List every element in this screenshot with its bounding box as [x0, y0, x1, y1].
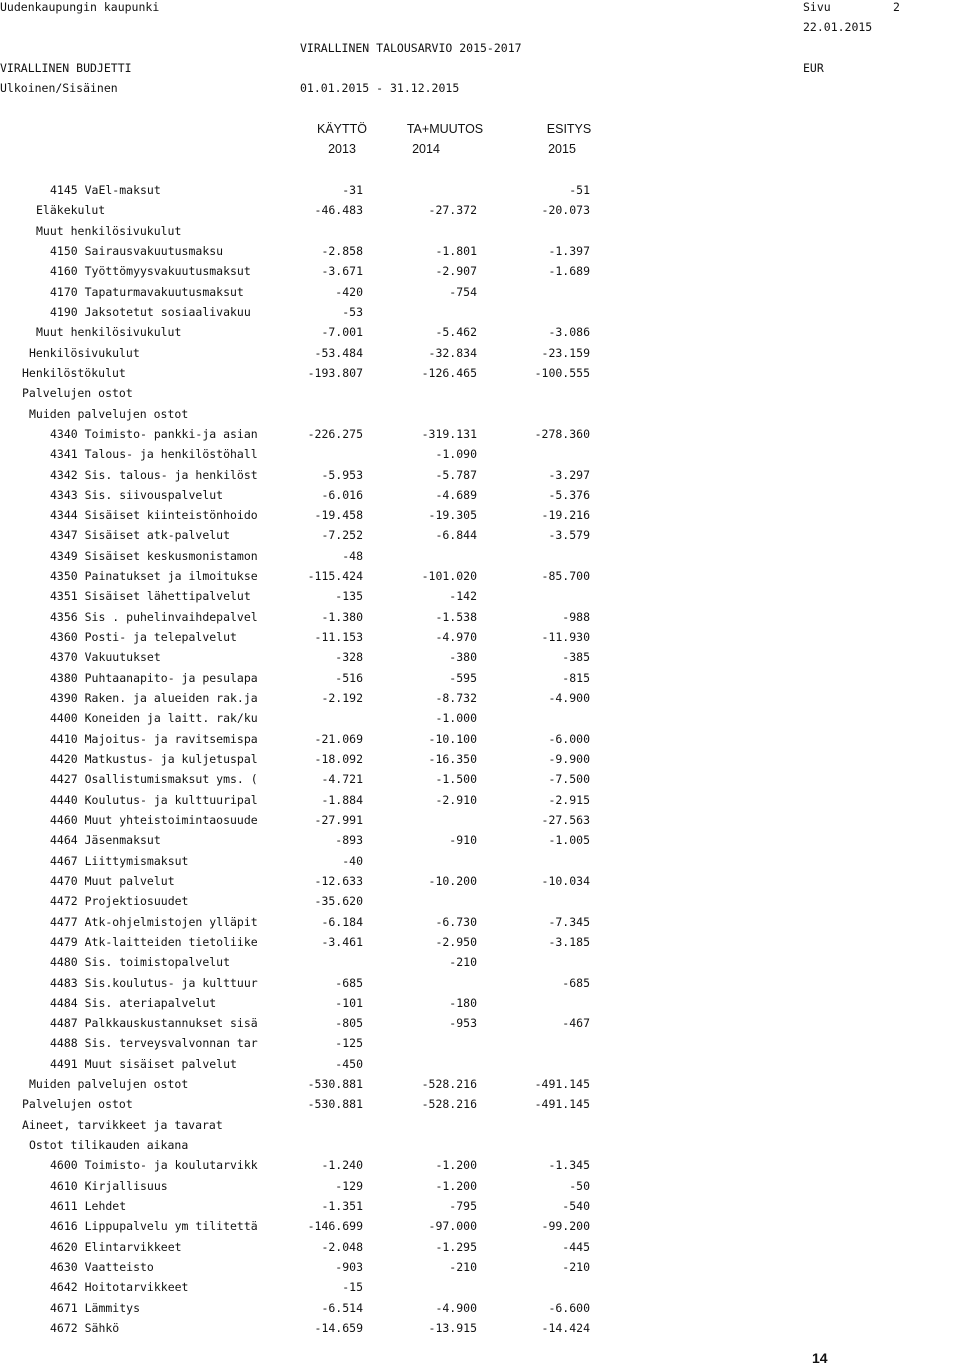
table-row — [0, 793, 960, 813]
row-value-col2: -5.787 — [435, 467, 477, 482]
table-row — [0, 549, 960, 569]
row-value-col1: -2.858 — [321, 244, 363, 258]
row-label: 4480 Sis. toimistopalvelut — [50, 955, 231, 970]
row-value-col2: -126.465 — [421, 365, 477, 380]
row-label: 4440 Koulutus- ja kulttuuripal — [50, 792, 258, 807]
row-label: 4491 Muut sisäiset palvelut — [50, 1056, 237, 1071]
table-row — [0, 183, 960, 203]
row-value-col2: -4.900 — [435, 1300, 477, 1315]
row-value-col3: -51 — [569, 183, 590, 197]
row-value-col2: -6.730 — [435, 914, 477, 929]
row-value-col2: -754 — [449, 284, 477, 299]
row-label: Muut henkilösivukulut — [36, 223, 182, 238]
row-value-col1: -7.001 — [321, 325, 363, 340]
row-value-col1: -6.184 — [321, 914, 363, 929]
row-value-col1: -27.991 — [314, 812, 363, 827]
currency: EUR — [803, 61, 824, 75]
row-label: 4190 Jaksotetut sosiaalivakuu — [50, 304, 251, 319]
table-row — [0, 305, 960, 325]
table-row — [0, 854, 960, 874]
table-row — [0, 1097, 960, 1117]
table-row — [0, 711, 960, 731]
row-label: 4600 Toimisto- ja koulutarvikk — [50, 1158, 258, 1173]
table-row — [0, 813, 960, 833]
row-label: 4427 Osallistumismaksut yms. ( — [50, 772, 258, 787]
row-label: 4460 Muut yhteistoimintaosuude — [50, 812, 258, 827]
row-value-col1: -3.671 — [321, 264, 363, 279]
col-head-ta-muutos: TA+MUUTOS — [406, 122, 484, 136]
row-value-col1: -31 — [342, 183, 363, 197]
row-value-col1: -135 — [335, 589, 363, 604]
row-value-col3: -445 — [562, 1239, 590, 1254]
scope: Ulkoinen/Sisäinen — [0, 81, 118, 95]
row-value-col1: -14.659 — [314, 1320, 363, 1335]
table-row — [0, 508, 960, 528]
table-row — [0, 732, 960, 752]
report-title: VIRALLINEN TALOUSARVIO 2015-2017 — [300, 41, 522, 55]
table-row — [0, 1158, 960, 1178]
table-row — [0, 772, 960, 792]
row-value-col2: -1.200 — [435, 1178, 477, 1193]
table-row — [0, 955, 960, 975]
row-label: 4671 Lämmitys — [50, 1300, 141, 1315]
period: 01.01.2015 - 31.12.2015 — [300, 81, 460, 95]
row-label: Ostot tilikauden aikana — [29, 1138, 189, 1152]
row-value-col3: -491.145 — [534, 1077, 590, 1092]
row-value-col1: -125 — [335, 1036, 363, 1051]
table-row — [0, 671, 960, 691]
row-value-col1: -685 — [335, 975, 363, 990]
row-value-col1: -328 — [335, 650, 363, 665]
report-date: 22.01.2015 — [803, 20, 873, 34]
row-value-col1: -12.633 — [314, 873, 363, 888]
row-value-col2: -97.000 — [428, 1219, 477, 1234]
table-row — [0, 915, 960, 935]
row-value-col2: -795 — [449, 1199, 477, 1213]
row-label: 4351 Sisäiset lähettipalvelut — [50, 589, 251, 604]
row-label: Muiden palvelujen ostot — [29, 1077, 189, 1092]
row-label: 4145 VaEl-maksut — [50, 183, 161, 197]
row-label: 4484 Sis. ateriapalvelut — [50, 995, 217, 1010]
row-value-col2: -210 — [449, 955, 477, 970]
table-row — [0, 386, 960, 406]
row-value-col3: -540 — [562, 1199, 590, 1213]
row-value-col1: -101 — [335, 995, 363, 1010]
table-row — [0, 1077, 960, 1097]
row-value-col1: -35.620 — [314, 894, 363, 909]
row-value-col1: -2.192 — [321, 691, 363, 705]
table-row — [0, 427, 960, 447]
row-value-col3: -100.555 — [534, 365, 590, 380]
table-row — [0, 1179, 960, 1199]
row-label: 4343 Sis. siivouspalvelut — [50, 487, 224, 502]
row-value-col3: -50 — [569, 1178, 590, 1193]
row-value-col3: -7.500 — [548, 772, 590, 787]
table-row — [0, 1016, 960, 1036]
table-row — [0, 630, 960, 650]
row-value-col3: -385 — [562, 650, 590, 665]
row-label: 4611 Lehdet — [50, 1199, 127, 1213]
row-value-col2: -319.131 — [421, 426, 477, 441]
row-value-col2: -910 — [449, 833, 477, 848]
row-label: 4464 Jäsenmaksut — [50, 833, 161, 848]
row-value-col1: -18.092 — [314, 752, 363, 766]
col-year-2013: 2013 — [328, 142, 356, 156]
page-label: Sivu — [803, 0, 831, 14]
row-value-col3: -2.915 — [548, 792, 590, 807]
row-value-col3: -14.424 — [541, 1320, 590, 1335]
table-row — [0, 224, 960, 244]
row-label: Palvelujen ostot — [22, 1097, 133, 1112]
table-row — [0, 447, 960, 467]
row-label: 4390 Raken. ja alueiden rak.ja — [50, 691, 258, 705]
row-value-col2: -1.538 — [435, 609, 477, 624]
row-value-col1: -1.884 — [321, 792, 363, 807]
row-value-col3: -27.563 — [541, 812, 590, 827]
row-value-col2: -10.100 — [428, 731, 477, 746]
table-row — [0, 203, 960, 223]
row-label: 4360 Posti- ja telepalvelut — [50, 630, 237, 644]
row-label: 4380 Puhtaanapito- ja pesulapa — [50, 670, 258, 685]
row-value-col1: -46.483 — [314, 203, 363, 218]
row-value-col3: -278.360 — [534, 426, 590, 441]
table-row — [0, 996, 960, 1016]
col-head-kaytto: KÄYTTÖ — [316, 122, 367, 136]
row-value-col3: -6.600 — [548, 1300, 590, 1315]
row-value-col3: -3.297 — [548, 467, 590, 482]
row-value-col3: -491.145 — [534, 1097, 590, 1112]
table-row — [0, 610, 960, 630]
table-row — [0, 528, 960, 548]
row-label: 4488 Sis. terveysvalvonnan tar — [50, 1036, 258, 1051]
table-row — [0, 264, 960, 284]
table-row — [0, 468, 960, 488]
table-row — [0, 1240, 960, 1260]
row-value-col3: -19.216 — [541, 508, 590, 523]
row-value-col2: -1.090 — [435, 447, 477, 462]
row-label: 4472 Projektiosuudet — [50, 894, 189, 909]
row-value-col3: -11.930 — [541, 630, 590, 644]
row-value-col2: -953 — [449, 1016, 477, 1031]
table-row — [0, 874, 960, 894]
row-label: 4630 Vaatteisto — [50, 1260, 154, 1274]
row-label: Eläkekulut — [36, 203, 106, 218]
table-row — [0, 1199, 960, 1219]
table-row — [0, 691, 960, 711]
col-year-2015: 2015 — [548, 142, 576, 156]
row-value-col2: -1.200 — [435, 1158, 477, 1173]
row-label: 4344 Sisäiset kiinteistönhoido — [50, 508, 258, 523]
table-row — [0, 752, 960, 772]
row-value-col2: -10.200 — [428, 873, 477, 888]
row-value-col1: -805 — [335, 1016, 363, 1031]
row-label: 4370 Vakuutukset — [50, 650, 161, 665]
row-value-col1: -2.048 — [321, 1239, 363, 1254]
row-value-col1: -53.484 — [314, 345, 363, 360]
row-label: 4477 Atk-ohjelmistojen ylläpit — [50, 914, 258, 929]
row-value-col3: -1.345 — [548, 1158, 590, 1173]
row-value-col3: -23.159 — [541, 345, 590, 360]
row-value-col1: -40 — [342, 853, 363, 868]
row-label: 4620 Elintarvikkeet — [50, 1239, 182, 1254]
row-label: 4487 Palkkauskustannukset sisä — [50, 1016, 258, 1031]
row-value-col3: -3.086 — [548, 325, 590, 340]
row-value-col2: -1.801 — [435, 244, 477, 258]
table-row — [0, 244, 960, 264]
row-value-col3: -3.185 — [548, 934, 590, 949]
row-value-col3: -4.900 — [548, 691, 590, 705]
page-no: 2 — [893, 0, 900, 14]
row-label: Palvelujen ostot — [22, 386, 133, 401]
table-row — [0, 488, 960, 508]
row-label: 4160 Työttömyysvakuutusmaksut — [50, 264, 251, 279]
row-value-col2: -210 — [449, 1260, 477, 1274]
row-value-col2: -528.216 — [421, 1097, 477, 1112]
row-value-col2: -4.689 — [435, 487, 477, 502]
row-value-col3: -988 — [562, 609, 590, 624]
col-year-2014: 2014 — [412, 142, 440, 156]
table-row — [0, 833, 960, 853]
row-label: 4616 Lippupalvelu ym tilitettä — [50, 1219, 258, 1234]
row-label: 4479 Atk-laitteiden tietoliike — [50, 934, 258, 949]
row-value-col1: -530.881 — [307, 1077, 363, 1092]
row-value-col1: -146.699 — [307, 1219, 363, 1234]
row-value-col2: -13.915 — [428, 1320, 477, 1335]
table-row — [0, 1280, 960, 1300]
row-value-col1: -53 — [342, 304, 363, 319]
row-value-col2: -4.970 — [435, 630, 477, 644]
table-row — [0, 366, 960, 386]
row-value-col2: -528.216 — [421, 1077, 477, 1092]
row-value-col2: -19.305 — [428, 508, 477, 523]
row-label: Henkilöstökulut — [22, 365, 126, 380]
table-row — [0, 1301, 960, 1321]
row-label: 4347 Sisäiset atk-palvelut — [50, 528, 231, 543]
row-label: 4342 Sis. talous- ja henkilöst — [50, 467, 258, 482]
row-value-col2: -1.295 — [435, 1239, 477, 1254]
row-value-col2: -595 — [449, 670, 477, 685]
row-value-col2: -2.907 — [435, 264, 477, 279]
row-value-col1: -7.252 — [321, 528, 363, 543]
row-label: 4150 Sairausvakuutusmaksu — [50, 244, 224, 258]
row-value-col1: -21.069 — [314, 731, 363, 746]
row-value-col1: -4.721 — [321, 772, 363, 787]
row-value-col2: -142 — [449, 589, 477, 604]
row-value-col2: -16.350 — [428, 752, 477, 766]
row-value-col1: -48 — [342, 548, 363, 563]
table-row — [0, 346, 960, 366]
row-value-col1: -19.458 — [314, 508, 363, 523]
row-label: 4483 Sis.koulutus- ja kulttuur — [50, 975, 258, 990]
row-value-col3: -20.073 — [541, 203, 590, 218]
row-value-col1: -226.275 — [307, 426, 363, 441]
row-value-col1: -1.240 — [321, 1158, 363, 1173]
table-row — [0, 1260, 960, 1280]
row-value-col3: -10.034 — [541, 873, 590, 888]
row-value-col2: -180 — [449, 995, 477, 1010]
row-value-col3: -5.376 — [548, 487, 590, 502]
row-value-col1: -450 — [335, 1056, 363, 1071]
row-label: 4410 Majoitus- ja ravitsemispa — [50, 731, 258, 746]
row-value-col2: -6.844 — [435, 528, 477, 543]
table-row — [0, 976, 960, 996]
row-value-col2: -2.950 — [435, 934, 477, 949]
row-value-col1: -530.881 — [307, 1097, 363, 1112]
row-value-col3: -6.000 — [548, 731, 590, 746]
row-value-col2: -1.500 — [435, 772, 477, 787]
row-value-col3: -685 — [562, 975, 590, 990]
row-value-col3: -1.397 — [548, 244, 590, 258]
row-value-col1: -1.380 — [321, 609, 363, 624]
row-label: 4341 Talous- ja henkilöstöhall — [50, 447, 258, 462]
row-value-col2: -2.910 — [435, 792, 477, 807]
row-value-col1: -3.461 — [321, 934, 363, 949]
row-value-col1: -129 — [335, 1178, 363, 1193]
row-label: 4170 Tapaturmavakuutusmaksut — [50, 284, 244, 299]
row-label: 4672 Sähkö — [50, 1320, 120, 1335]
row-label: 4467 Liittymismaksut — [50, 853, 189, 868]
row-value-col1: -893 — [335, 833, 363, 848]
row-value-col2: -8.732 — [435, 691, 477, 705]
row-value-col1: -6.514 — [321, 1300, 363, 1315]
row-value-col3: -3.579 — [548, 528, 590, 543]
row-value-col2: -1.000 — [435, 711, 477, 726]
table-row — [0, 1118, 960, 1138]
budget-type: VIRALLINEN BUDJETTI — [0, 61, 132, 75]
table-row — [0, 1057, 960, 1077]
table-row — [0, 1219, 960, 1239]
org-name: Uudenkaupungin kaupunki — [0, 0, 160, 14]
row-label: 4420 Matkustus- ja kuljetuspal — [50, 752, 258, 766]
row-value-col3: -7.345 — [548, 914, 590, 929]
row-label: 4356 Sis . puhelinvaihdepalvel — [50, 609, 258, 624]
row-value-col1: -420 — [335, 284, 363, 299]
table-row — [0, 1036, 960, 1056]
row-value-col1: -5.953 — [321, 467, 363, 482]
row-value-col3: -210 — [562, 1260, 590, 1274]
row-label: Muiden palvelujen ostot — [29, 406, 189, 421]
table-row — [0, 285, 960, 305]
row-value-col1: -903 — [335, 1260, 363, 1274]
row-value-col3: -9.900 — [548, 752, 590, 766]
row-value-col3: -99.200 — [541, 1219, 590, 1234]
row-label: 4349 Sisäiset keskusmonistamon — [50, 548, 258, 563]
row-label: 4340 Toimisto- pankki-ja asian — [50, 426, 258, 441]
page-number: 14 — [812, 1350, 828, 1366]
table-row — [0, 325, 960, 345]
table-row — [0, 1138, 960, 1158]
row-value-col1: -115.424 — [307, 569, 363, 584]
row-value-col3: -85.700 — [541, 569, 590, 584]
table-row — [0, 569, 960, 589]
row-value-col3: -815 — [562, 670, 590, 685]
row-value-col3: -1.689 — [548, 264, 590, 279]
table-row — [0, 1321, 960, 1341]
row-label: 4400 Koneiden ja laitt. rak/ku — [50, 711, 258, 726]
row-value-col1: -11.153 — [314, 630, 363, 644]
row-label: Muut henkilösivukulut — [36, 325, 182, 340]
col-head-esitys: ESITYS — [546, 122, 592, 136]
row-value-col1: -1.351 — [321, 1199, 363, 1213]
row-label: 4350 Painatukset ja ilmoitukse — [50, 569, 258, 584]
row-value-col3: -467 — [562, 1016, 590, 1031]
row-value-col1: -6.016 — [321, 487, 363, 502]
row-label: 4470 Muut palvelut — [50, 873, 175, 888]
row-value-col3: -1.005 — [548, 833, 590, 848]
table-row — [0, 935, 960, 955]
row-label: 4642 Hoitotarvikkeet — [50, 1280, 189, 1295]
row-value-col2: -5.462 — [435, 325, 477, 340]
row-label: Henkilösivukulut — [29, 345, 140, 360]
row-value-col1: -516 — [335, 670, 363, 685]
row-value-col2: -32.834 — [428, 345, 477, 360]
table-row — [0, 650, 960, 670]
table-row — [0, 589, 960, 609]
row-label: Aineet, tarvikkeet ja tavarat — [22, 1117, 223, 1132]
table-row — [0, 894, 960, 914]
row-value-col1: -15 — [342, 1280, 363, 1295]
row-value-col2: -101.020 — [421, 569, 477, 584]
row-value-col2: -380 — [449, 650, 477, 665]
row-value-col1: -193.807 — [307, 365, 363, 380]
row-label: 4610 Kirjallisuus — [50, 1178, 168, 1193]
row-value-col2: -27.372 — [428, 203, 477, 218]
table-row — [0, 407, 960, 427]
